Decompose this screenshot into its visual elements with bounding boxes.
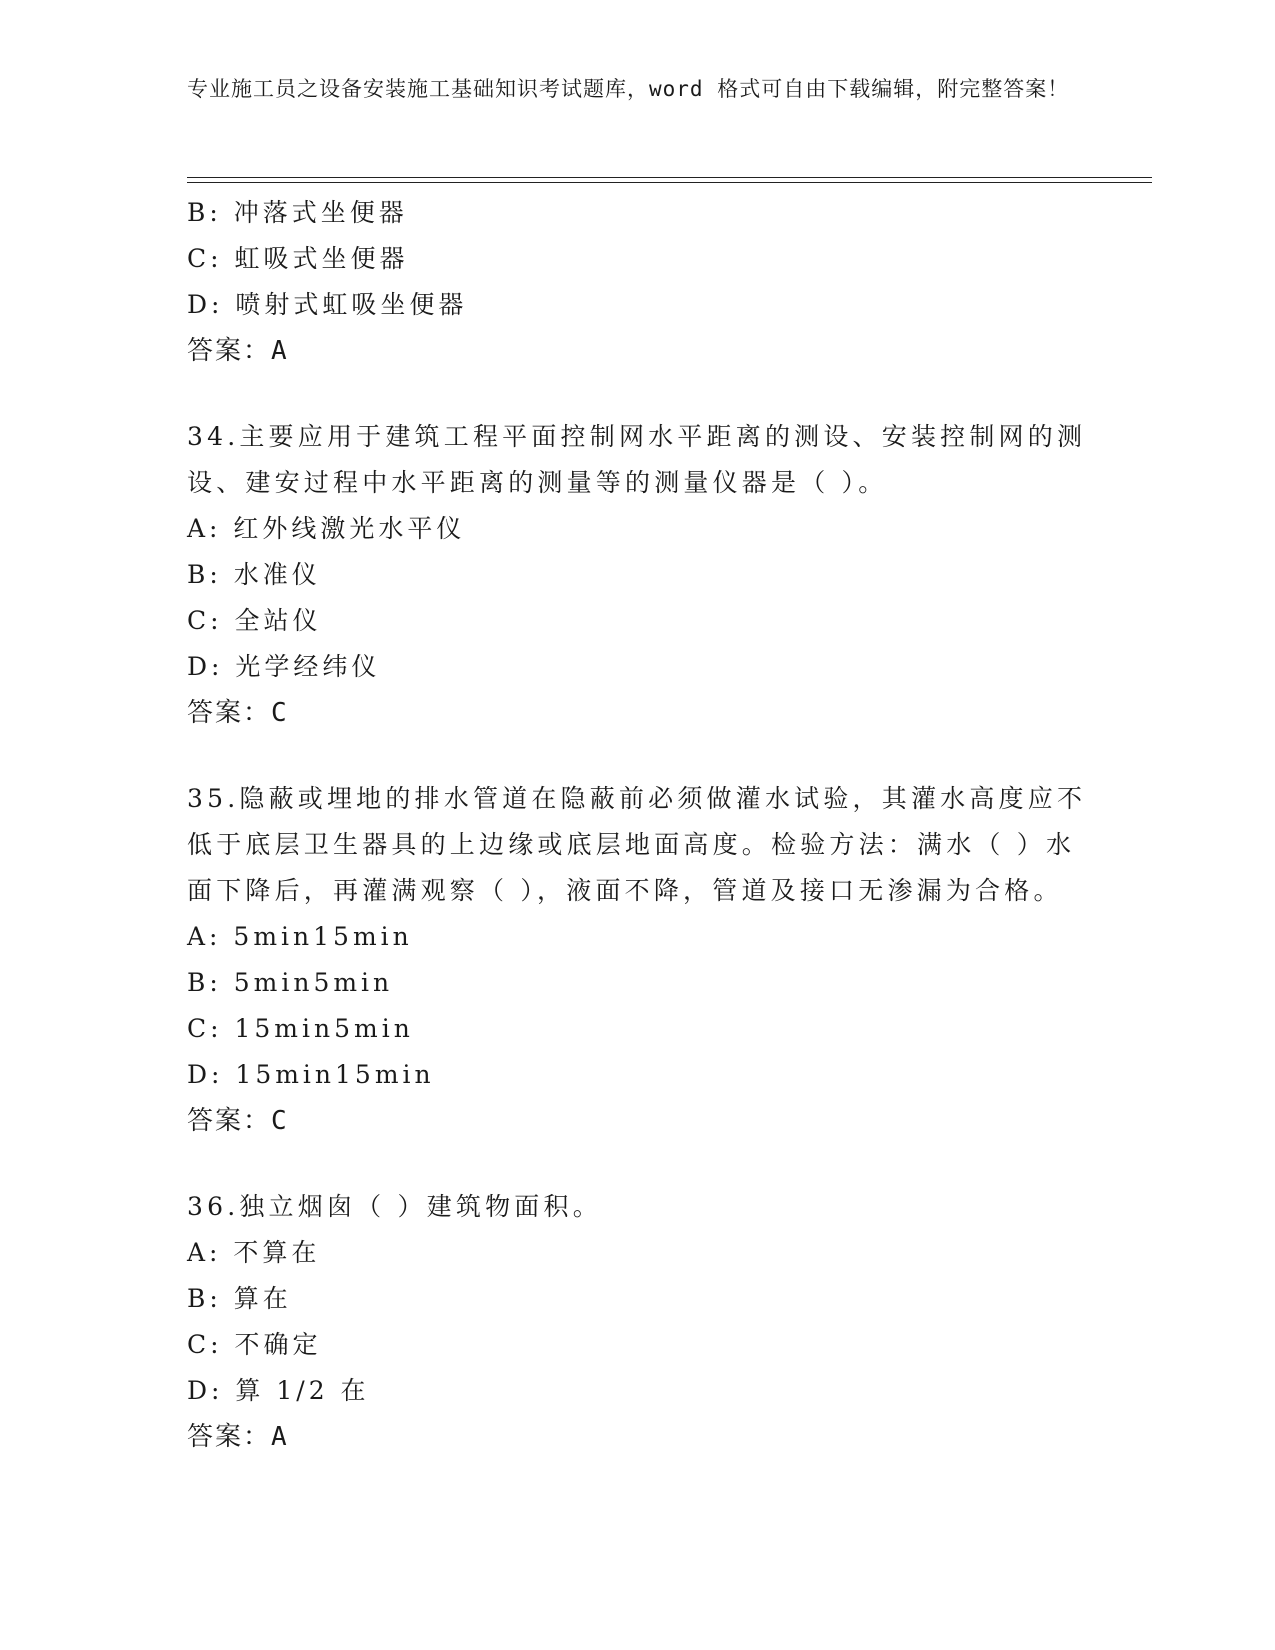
answer-value: C (271, 1106, 289, 1136)
question-block-35 (187, 776, 1087, 1144)
answer-line (187, 690, 1087, 736)
answer-label: 答案： (187, 336, 272, 366)
question-block-36 (187, 1184, 1087, 1460)
answer-line (187, 1414, 1087, 1460)
option-d: D: 喷射式虹吸坐便器 (187, 290, 468, 319)
answer-value: A (271, 1422, 289, 1452)
question-text: 35.隐蔽或埋地的排水管道在隐蔽前必须做灌水试验，其灌水高度应不低于底层卫生器具的上边缘或底层地面高度。检验方法：满水（ ）水面下降后，再灌满观察（ ），液面不降，管道及接口无渗漏为合格。 (187, 784, 1087, 905)
answer-label: 答案： (187, 1422, 272, 1452)
question-block-33 (187, 190, 1087, 374)
answer-line (187, 328, 1087, 374)
option-c: C: 不确定 (187, 1330, 322, 1359)
answer-label: 答案： (187, 698, 272, 728)
option-a: A: 5min15min (187, 922, 413, 951)
option-b: B: 冲落式坐便器 (187, 198, 408, 227)
option-b: B: 5min5min (187, 968, 394, 997)
question-text: 34.主要应用于建筑工程平面控制网水平距离的测设、安装控制网的测设、建安过程中水平距离的测量等的测量仪器是（ ）。 (187, 422, 1087, 497)
option-d: D: 15min15min (187, 1060, 435, 1089)
question-list (187, 190, 1087, 1460)
question-block-34 (187, 414, 1087, 736)
option-b: B: 水准仪 (187, 560, 321, 589)
option-d: D: 算 1/2 在 (187, 1376, 370, 1405)
header-divider (187, 177, 1152, 183)
option-c: C: 15min5min (187, 1014, 414, 1043)
answer-value: A (271, 336, 289, 366)
option-b: B: 算在 (187, 1284, 292, 1313)
option-c: C: 虹吸式坐便器 (187, 244, 409, 273)
question-text: 36.独立烟囱（ ）建筑物面积。 (187, 1192, 602, 1221)
document-header: 专业施工员之设备安装施工基础知识考试题库，word 格式可自由下载编辑，附完整答案！ (187, 77, 1070, 101)
option-a: A: 红外线激光水平仪 (187, 514, 466, 543)
answer-line (187, 1098, 1087, 1144)
option-c: C: 全站仪 (187, 606, 322, 635)
answer-label: 答案： (187, 1106, 272, 1136)
option-d: D: 光学经纬仪 (187, 652, 381, 681)
answer-value: C (271, 698, 289, 728)
option-a: A: 不算在 (187, 1238, 321, 1267)
